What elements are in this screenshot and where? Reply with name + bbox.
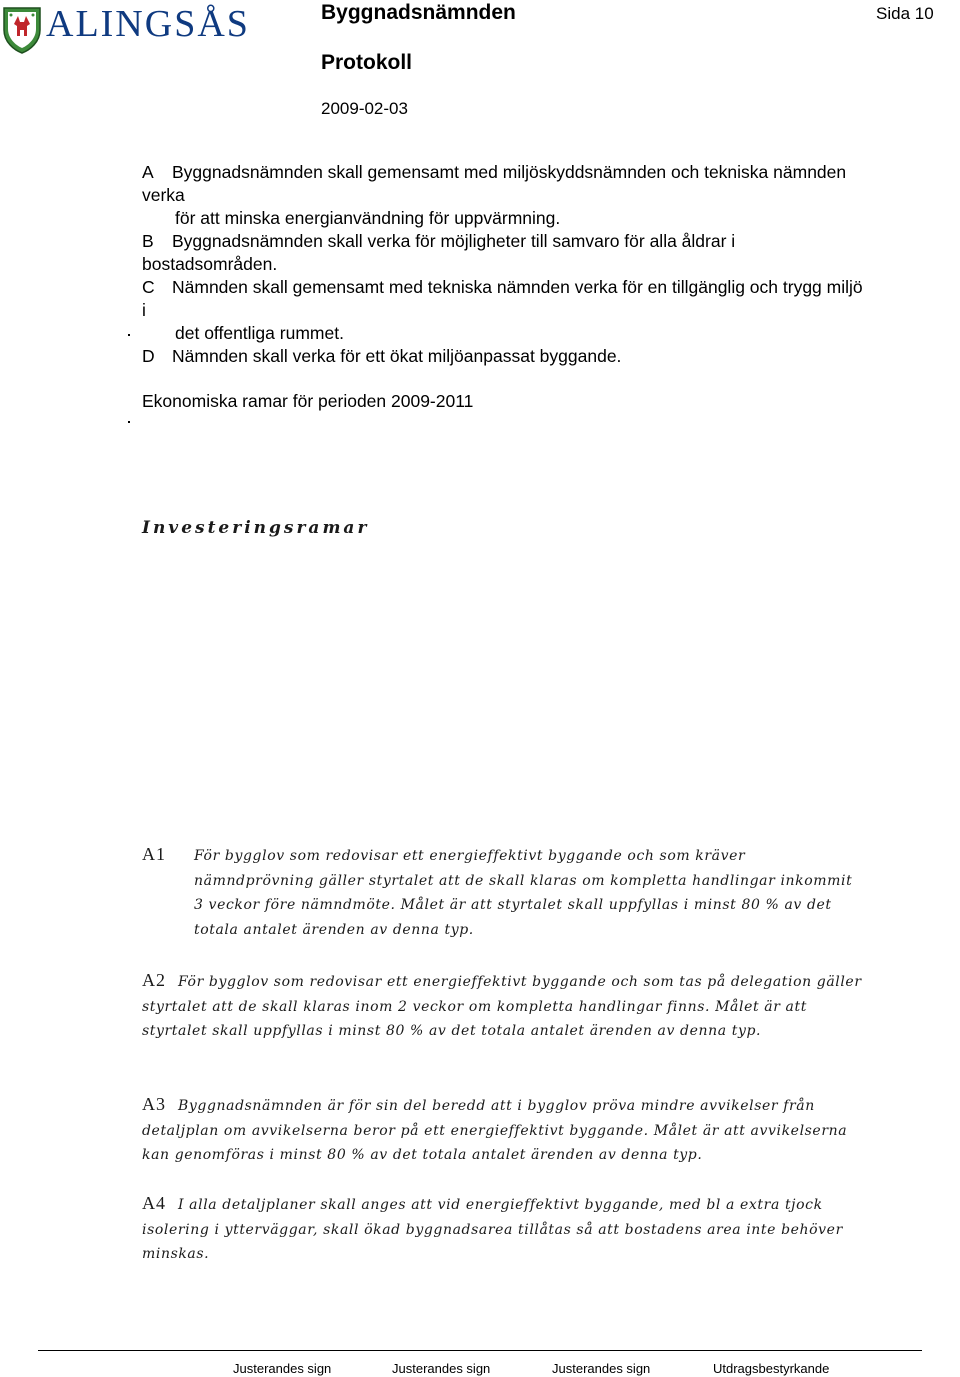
goal-a-continuation: verka xyxy=(142,185,185,205)
goal-letter: B xyxy=(142,231,154,251)
item-code: A3 xyxy=(142,1094,166,1114)
logo-wordmark: ALINGSÅS xyxy=(46,3,250,45)
stray-dot xyxy=(128,421,130,423)
goal-c-continuation: det offentliga rummet. xyxy=(175,323,344,343)
footer-sign-2: Justerandes sign xyxy=(392,1361,491,1376)
goal-letter: A xyxy=(142,162,154,182)
goal-d xyxy=(142,345,957,368)
goal-letter: C xyxy=(142,277,155,297)
footer-sign-1: Justerandes sign xyxy=(233,1361,332,1376)
goal-text: Nämnden skall gemensamt med tekniska nämnden verka för en tillgänglig och trygg miljö xyxy=(172,277,863,297)
footer-divider xyxy=(38,1350,922,1351)
economic-frames-heading: Ekonomiska ramar för perioden 2009-2011 xyxy=(142,391,474,411)
item-text: Byggnadsnämnden är för sin del beredd att i bygglov pröva mindre avvikelser från detaljplan om avvikelserna beror på ett energieffektivt byggande. Målet är att avvikelserna kan genomföras i minst 80 % av det totala antalet ärenden av denna typ. xyxy=(142,1098,848,1163)
goal-c-continuation: i xyxy=(142,300,146,320)
goal-b-continuation: bostadsområden. xyxy=(142,254,278,274)
goal-c xyxy=(142,276,957,299)
item-code: A2 xyxy=(142,970,166,990)
goal-text: Byggnadsnämnden skall verka för möjligheter till samvaro för alla åldrar i xyxy=(172,231,736,251)
item-code: A1 xyxy=(142,844,166,864)
item-text: I alla detaljplaner skall anges att vid energieffektivt byggande, med bl a extra tjock isolering i ytterväggar, skall ökad byggnadsarea tillåtas så att bostadens area inte behöver minskas. xyxy=(142,1197,843,1262)
alingsas-coat-of-arms-icon xyxy=(2,6,42,54)
footer-sign-3: Justerandes sign xyxy=(552,1361,651,1376)
goal-a xyxy=(142,161,957,184)
item-a1 xyxy=(142,842,862,942)
investment-heading: Investeringsramar xyxy=(142,518,370,538)
page-number: Sida 10 xyxy=(876,4,934,23)
item-a4 xyxy=(142,1191,862,1267)
board-title: Byggnadsnämnden xyxy=(321,1,516,24)
goal-a-continuation: för att minska energianvändning för uppvärmning. xyxy=(175,208,561,228)
item-text: För bygglov som redovisar ett energieffektivt byggande och som tas på delegation gäller styrtalet att de skall klaras inom 2 veckor om kompletta handlingar finns. Målet är att styrtalet skall uppfyllas i minst 80 % av det totala antalet ärenden av denna typ. xyxy=(142,974,862,1039)
goal-list xyxy=(142,161,957,368)
goal-text: Byggnadsnämnden skall gemensamt med miljöskyddsnämnden och tekniska nämnden xyxy=(172,162,847,182)
item-a3 xyxy=(142,1092,862,1168)
document-type: Protokoll xyxy=(321,51,413,74)
goal-b xyxy=(142,230,957,253)
stray-dot xyxy=(128,334,130,336)
goal-letter: D xyxy=(142,346,155,366)
item-a2 xyxy=(142,968,862,1044)
item-text: För bygglov som redovisar ett energieffektivt byggande och som kräver nämndprövning gäller styrtalet att de skall klaras om kompletta handlingar inkommit 3 veckor före nämndmöte. Målet är att styrtalet skall uppfyllas i minst 80 % av det totala antalet ärenden av denna typ. xyxy=(194,848,853,938)
item-code: A4 xyxy=(142,1193,166,1213)
goal-text: Nämnden skall verka för ett ökat miljöanpassat byggande. xyxy=(172,346,622,366)
footer-certification: Utdragsbestyrkande xyxy=(713,1361,830,1376)
document-date: 2009-02-03 xyxy=(321,99,408,118)
